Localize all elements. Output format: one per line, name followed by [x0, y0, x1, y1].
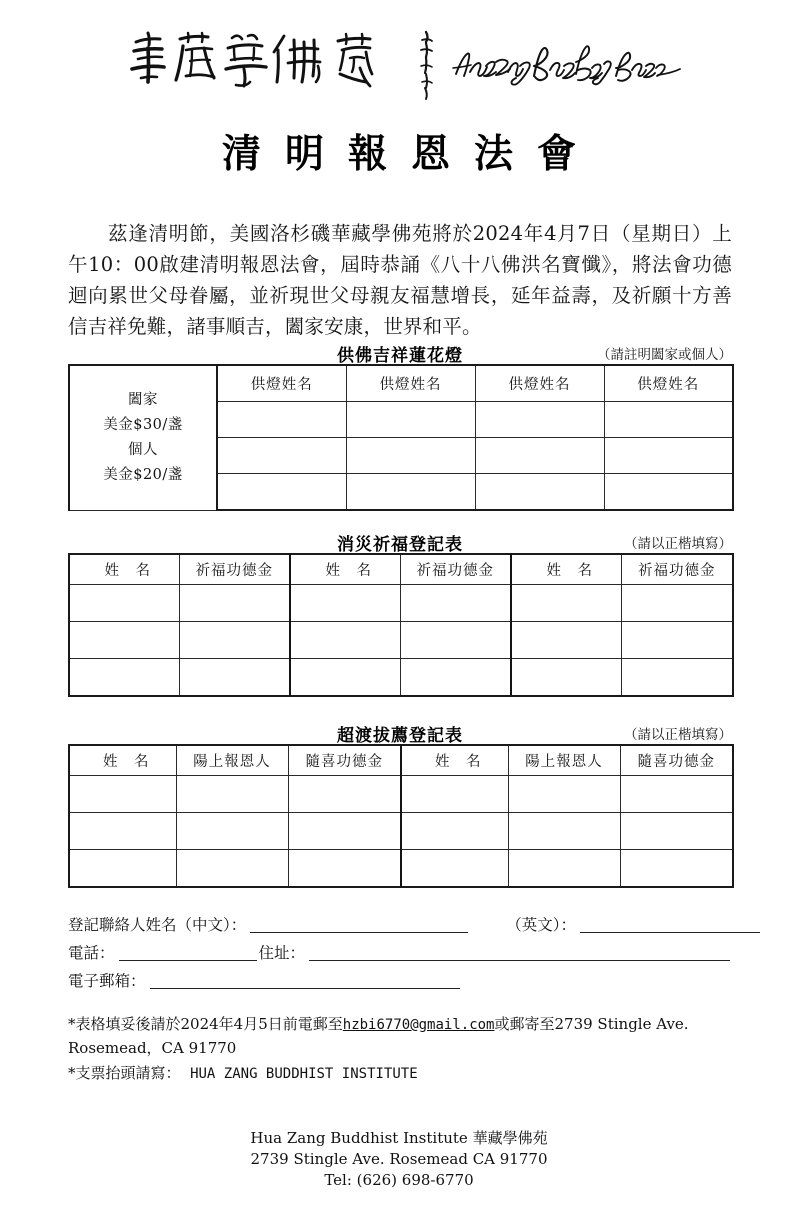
memorial-entry-cell[interactable] — [620, 813, 733, 850]
memorial-entry-cell[interactable] — [401, 813, 508, 850]
section-note-lamp: （請註明闔家或個人） — [597, 347, 732, 363]
table-row[interactable] — [69, 850, 733, 888]
memorial-header-amount-1: 隨喜功德金 — [288, 745, 401, 776]
table-row[interactable] — [69, 813, 733, 850]
note-2-prefix: *支票抬頭請寫： — [68, 1064, 181, 1082]
footer-address: 2739 Stingle Ave. Rosemead CA 91770 — [250, 1150, 548, 1168]
memorial-entry-cell[interactable] — [176, 813, 288, 850]
memorial-registration-table[interactable] — [68, 744, 734, 888]
memorial-entry-cell[interactable] — [508, 776, 620, 813]
section-header-memorial — [68, 721, 732, 746]
note-line-2 — [68, 1062, 748, 1086]
blessing-registration-table[interactable] — [68, 553, 734, 697]
blessing-entry-cell[interactable] — [400, 659, 511, 697]
lamp-category-line-2: 美金$30/盞 — [103, 416, 183, 433]
handwritten-signature-icon — [452, 42, 682, 92]
blessing-entry-cell[interactable] — [621, 622, 733, 659]
lamp-entry-cell[interactable] — [604, 438, 733, 474]
table-row[interactable] — [69, 659, 733, 697]
blessing-header-name-3: 姓 名 — [511, 554, 621, 585]
lamp-category-line-1: 闔家 — [128, 391, 158, 408]
check-payee-name: HUA ZANG BUDDHIST INSTITUTE — [190, 1066, 418, 1082]
memorial-header-amount-2: 隨喜功德金 — [620, 745, 733, 776]
seal-mark-icon — [415, 30, 439, 102]
lamp-entry-cell[interactable] — [346, 474, 475, 511]
lamp-entry-cell[interactable] — [217, 402, 346, 438]
blessing-entry-cell[interactable] — [511, 585, 621, 622]
email-row — [68, 964, 732, 992]
memorial-entry-cell[interactable] — [508, 850, 620, 888]
blessing-entry-cell[interactable] — [511, 659, 621, 697]
address-input[interactable] — [309, 945, 730, 961]
blessing-header-amount-2: 祈福功德金 — [400, 554, 511, 585]
submission-notes — [68, 1013, 748, 1086]
table-row[interactable] — [69, 776, 733, 813]
memorial-header-name-2: 姓 名 — [401, 745, 508, 776]
phone-address-row — [68, 936, 732, 964]
lamp-entry-cell[interactable] — [475, 438, 604, 474]
section-title-blessing: 消災祈福登記表 — [337, 535, 463, 555]
email-label: 電子郵箱： — [68, 972, 146, 990]
lamp-entry-cell[interactable] — [475, 402, 604, 438]
blessing-entry-cell[interactable] — [179, 659, 290, 697]
email-input[interactable] — [150, 973, 460, 989]
lamp-entry-cell[interactable] — [217, 438, 346, 474]
table-row[interactable] — [69, 745, 733, 776]
contact-name-input[interactable] — [250, 917, 468, 933]
table-row[interactable] — [69, 554, 733, 585]
blessing-header-name-2: 姓 名 — [290, 554, 400, 585]
section-note-blessing: （請以正楷填寫） — [624, 536, 732, 552]
lamp-category-cell — [69, 365, 217, 510]
blessing-entry-cell[interactable] — [290, 622, 400, 659]
blessing-entry-cell[interactable] — [69, 659, 179, 697]
note-1-prefix: *表格填妥後請於2024年4月5日前電郵至 — [68, 1015, 343, 1033]
footer-phone: Tel: (626) 698-6770 — [324, 1171, 474, 1189]
memorial-header-sponsor-2: 陽上報恩人 — [508, 745, 620, 776]
blessing-entry-cell[interactable] — [179, 585, 290, 622]
memorial-entry-cell[interactable] — [69, 850, 176, 888]
memorial-entry-cell[interactable] — [176, 776, 288, 813]
table-row[interactable] — [69, 585, 733, 622]
note-line-1-continued: Rosemead，CA 91770 — [68, 1039, 237, 1057]
blessing-entry-cell[interactable] — [290, 585, 400, 622]
lamp-entry-cell[interactable] — [217, 474, 346, 511]
lamp-col-header-3: 供燈姓名 — [475, 365, 604, 402]
blessing-entry-cell[interactable] — [69, 585, 179, 622]
lamp-entry-cell[interactable] — [604, 474, 733, 511]
blessing-entry-cell[interactable] — [400, 585, 511, 622]
note-1-suffix: 或郵寄至2739 Stingle Ave. — [494, 1015, 689, 1033]
submission-email-link[interactable]: hzbi6770@gmail.com — [342, 1017, 495, 1033]
memorial-entry-cell[interactable] — [620, 850, 733, 888]
memorial-entry-cell[interactable] — [69, 776, 176, 813]
section-header-lamp — [68, 341, 732, 366]
memorial-entry-cell[interactable] — [401, 776, 508, 813]
organization-footer — [0, 1128, 798, 1191]
memorial-entry-cell[interactable] — [620, 776, 733, 813]
blessing-header-amount-3: 祈福功德金 — [621, 554, 733, 585]
section-header-blessing — [68, 530, 732, 555]
intro-paragraph: 茲逢清明節，美國洛杉磯華藏學佛苑將於2024年4月7日（星期日）上午10：00啟建清明報恩法會，屆時恭誦《八十八佛洪名寶懺》，將法會功德迴向累世父母眷屬，並祈現世父母親友福慧增長，延年益壽，及祈願十方善信吉祥免難，諸事順吉，闔家安康，世界和平。 — [68, 221, 732, 338]
letterhead — [0, 28, 798, 106]
calligraphy-logo-icon — [128, 28, 418, 90]
lamp-entry-cell[interactable] — [346, 438, 475, 474]
contact-form-fields — [68, 908, 732, 992]
section-note-memorial: （請以正楷填寫） — [624, 727, 732, 743]
contact-name-label: 登記聯絡人姓名（中文）： — [68, 916, 247, 934]
memorial-entry-cell[interactable] — [288, 813, 401, 850]
section-title-memorial: 超渡拔薦登記表 — [337, 726, 463, 746]
memorial-header-sponsor-1: 陽上報恩人 — [176, 745, 288, 776]
table-row[interactable] — [69, 622, 733, 659]
blessing-entry-cell[interactable] — [621, 659, 733, 697]
footer-org-name: Hua Zang Buddhist Institute 華藏學佛苑 — [250, 1129, 548, 1147]
lamp-entry-cell[interactable] — [346, 402, 475, 438]
section-title-lamp: 供佛吉祥蓮花燈 — [337, 346, 463, 366]
lamp-category-line-3: 個人 — [128, 441, 158, 458]
note-line-1 — [68, 1013, 748, 1037]
phone-input[interactable] — [119, 945, 257, 961]
memorial-entry-cell[interactable] — [176, 850, 288, 888]
table-row[interactable] — [69, 365, 733, 402]
address-label: 住址： — [258, 944, 306, 962]
memorial-entry-cell[interactable] — [69, 813, 176, 850]
lamp-col-header-4: 供燈姓名 — [604, 365, 733, 402]
blessing-entry-cell[interactable] — [511, 622, 621, 659]
phone-label: 電話： — [68, 944, 115, 962]
memorial-entry-cell[interactable] — [401, 850, 508, 888]
memorial-entry-cell[interactable] — [288, 776, 401, 813]
blessing-entry-cell[interactable] — [290, 659, 400, 697]
lamp-col-header-1: 供燈姓名 — [217, 365, 346, 402]
blessing-entry-cell[interactable] — [69, 622, 179, 659]
memorial-entry-cell[interactable] — [508, 813, 620, 850]
lamp-entry-cell[interactable] — [475, 474, 604, 511]
blessing-entry-cell[interactable] — [621, 585, 733, 622]
lamp-entry-cell[interactable] — [604, 402, 733, 438]
memorial-header-name-1: 姓 名 — [69, 745, 176, 776]
contact-english-label: （英文）： — [506, 916, 577, 934]
lamp-offering-table[interactable] — [68, 364, 734, 511]
blessing-header-amount-1: 祈福功德金 — [179, 554, 290, 585]
memorial-entry-cell[interactable] — [288, 850, 401, 888]
blessing-entry-cell[interactable] — [400, 622, 511, 659]
blessing-header-name-1: 姓 名 — [69, 554, 179, 585]
lamp-category-line-4: 美金$20/盞 — [103, 466, 183, 483]
page-title: 清明報恩法會 — [221, 131, 600, 177]
contact-name-row — [68, 908, 732, 936]
blessing-entry-cell[interactable] — [179, 622, 290, 659]
contact-english-input[interactable] — [580, 917, 760, 933]
lamp-col-header-2: 供燈姓名 — [346, 365, 475, 402]
